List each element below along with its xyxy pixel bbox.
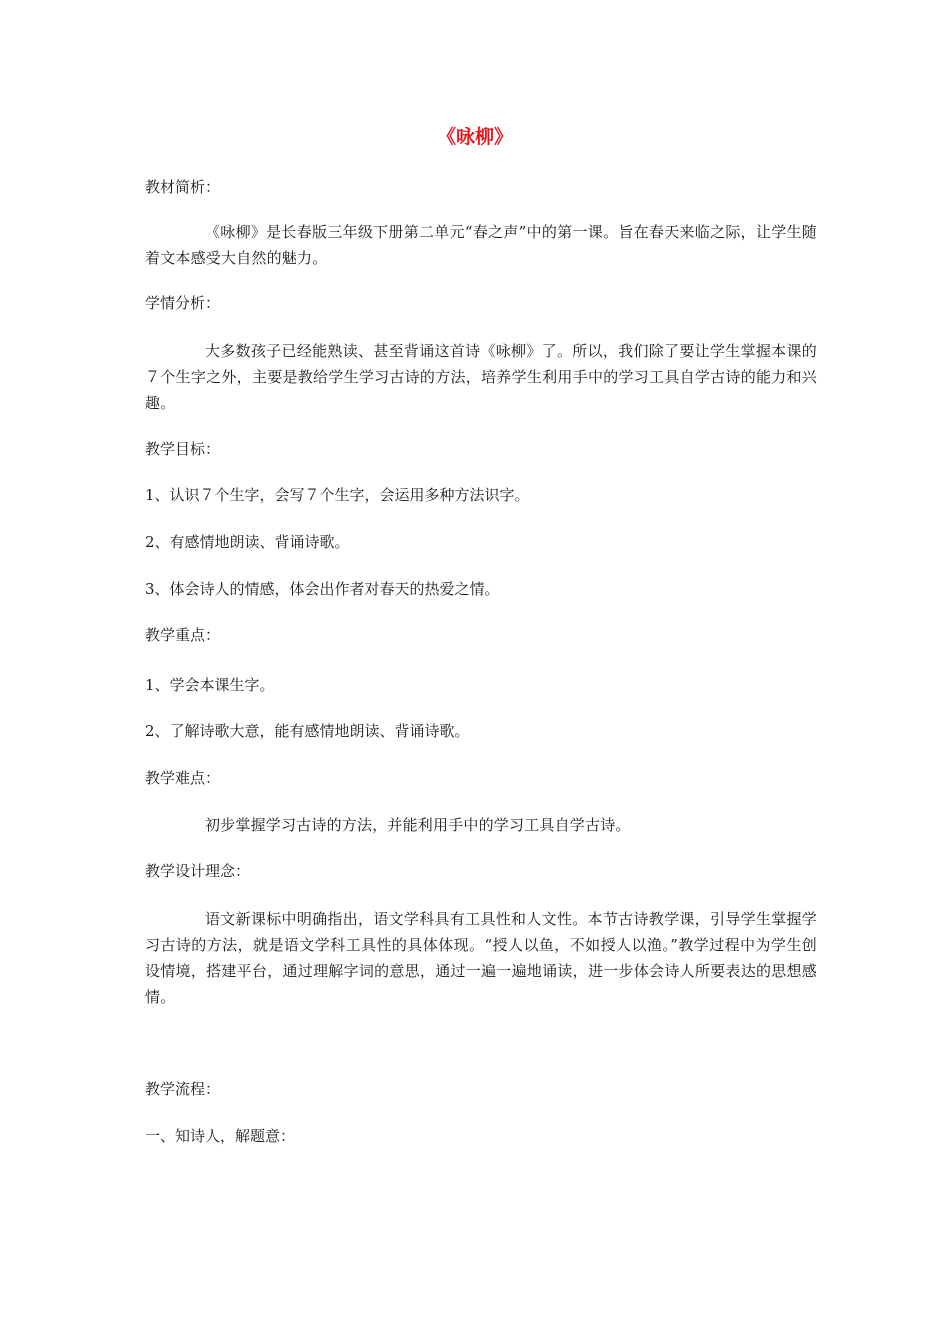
goal-item: 1、认识７个生字，会写７个生字，会运用多种方法识字。 [145, 486, 530, 504]
difficulty-heading: 教学难点： [145, 769, 221, 787]
concept-paragraph: 语文新课标中明确指出，语文学科具有工具性和人文性。本节古诗教学课，引导学生掌握学习古诗的方法，就是语文学科工具性的具体体现。“授人以鱼，不如授人以渔。”教学过程中为学生创设情境，搭建平台，通过理解字词的意思，通过一遍一遍地诵读，进一步体会诗人所要表达的思想感情。 [145, 910, 817, 1006]
students-paragraph: 大多数孩子已经能熟读、甚至背诵这首诗《咏柳》了。所以，我们除了要让学生掌握本课的７个生字之外，主要是教给学生学习古诗的方法，培养学生利用手中的学习工具自学古诗的能力和兴趣。 [145, 342, 817, 412]
concept-heading: 教学设计理念： [145, 862, 251, 880]
process-step: 一、知诗人，解题意： [145, 1127, 296, 1145]
materials-paragraph: 《咏柳》是长春版三年级下册第二单元“春之声”中的第一课。旨在春天来临之际，让学生随着文本感受大自然的魅力。 [145, 223, 817, 267]
students-heading: 学情分析： [145, 294, 221, 312]
goals-heading: 教学目标： [145, 440, 221, 458]
process-heading: 教学流程： [145, 1080, 221, 1098]
document-title: 《咏柳》 [436, 126, 513, 148]
materials-heading: 教材简析： [145, 178, 221, 196]
focus-item: 2、了解诗歌大意，能有感情地朗读、背诵诗歌。 [145, 722, 470, 740]
focus-item: 1、学会本课生字。 [145, 676, 275, 694]
goal-item: 3、体会诗人的情感，体会出作者对春天的热爱之情。 [145, 580, 500, 598]
focus-heading: 教学重点： [145, 626, 221, 644]
goal-item: 2、有感情地朗读、背诵诗歌。 [145, 533, 350, 551]
difficulty-paragraph: 初步掌握学习古诗的方法，并能利用手中的学习工具自学古诗。 [205, 816, 631, 834]
